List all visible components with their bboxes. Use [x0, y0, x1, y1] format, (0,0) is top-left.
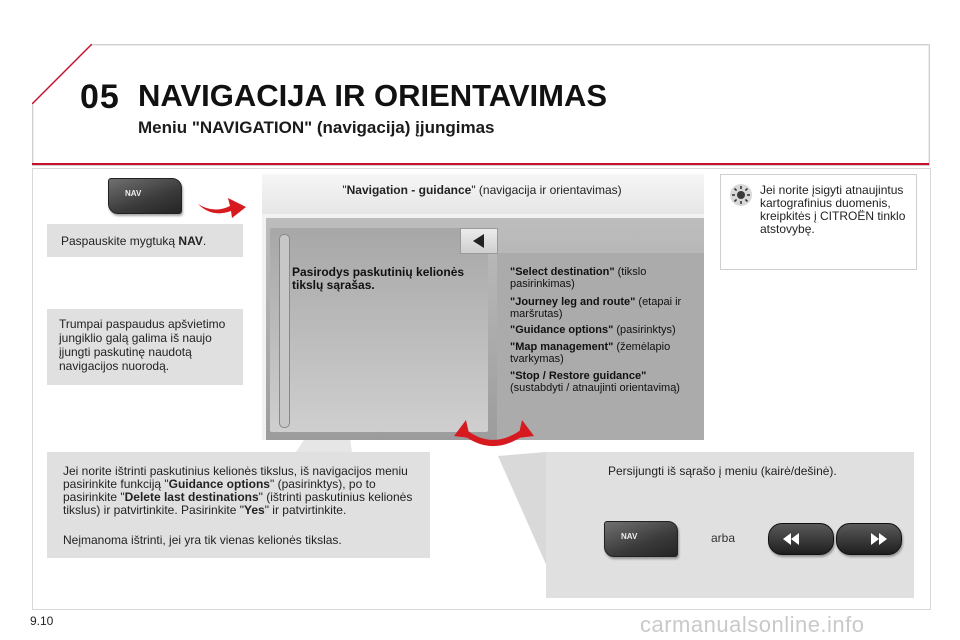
menu-item-journey-leg[interactable]: "Journey leg and route" (etapai ir maršrutas) — [510, 296, 682, 320]
watermark: carmanualsonline.info — [640, 612, 865, 637]
nav-key-label: NAV — [178, 234, 203, 248]
back-button[interactable] — [460, 228, 498, 254]
menu-item-select-destination[interactable]: "Select destination" (tikslo pasirinkimas) — [510, 266, 647, 290]
screen-caption-title: Navigation - guidance — [346, 183, 472, 197]
menu-item-map-management[interactable]: "Map management" (žemėlapio tvarkymas) — [510, 341, 671, 365]
note-text: Paspauskite mygtuką — [61, 234, 179, 248]
note-delete-destinations — [47, 452, 430, 558]
note-map-update-text: Jei norite įsigyti atnaujintus kartografinius duomenis, kreipkitės į CITROËN tinklo atstovybę. — [760, 183, 906, 236]
nav-button-icon-bottom: NAV — [604, 521, 678, 557]
page-title: NAVIGACIJA IR ORIENTAVIMAS — [138, 78, 608, 113]
note-map-update — [720, 174, 917, 270]
page-number: 9.10 — [30, 614, 54, 628]
list-scrollbar[interactable] — [279, 234, 290, 428]
menu-item-stop-restore[interactable]: "Stop / Restore guidance" (sustabdyti / atnaujinti orientavimą) — [510, 370, 680, 394]
screen-caption: "Navigation - guidance" (navigacija ir orientavimas) — [342, 183, 622, 197]
note-press-nav — [47, 224, 243, 257]
menu-item-guidance-options[interactable]: "Guidance options" (pasirinktys) — [510, 324, 676, 336]
or-label: arba — [711, 531, 736, 545]
page-subtitle: Meniu "NAVIGATION" (navigacija) įjungimas — [138, 118, 495, 137]
chapter-number: 05 — [80, 78, 120, 116]
destination-list-panel[interactable] — [270, 228, 488, 432]
rewind-icon — [769, 524, 833, 554]
nav-button-icon: NAV — [108, 178, 182, 214]
note-short-press — [47, 309, 243, 385]
fast-forward-button-icon — [836, 523, 902, 555]
triangle-left-icon — [473, 234, 485, 248]
note-delete-warning: Neįmanoma ištrinti, jei yra tik vienas kelionės tikslas. — [63, 533, 342, 547]
red-arrow-icon — [196, 190, 248, 220]
swap-arrows-icon — [452, 416, 536, 456]
note-switch-text: Persijungti iš sąrašo į meniu (kairė/dešinė). — [608, 464, 837, 478]
fast-forward-icon — [837, 524, 901, 554]
destination-list-heading: Pasirodys paskutinių kelionės tikslų sąrašas. — [292, 265, 465, 292]
note-delete-text: Jei norite ištrinti paskutinius kelionės tikslus, iš navigacijos meniu pasirinkite funkciją "Guidance options" (pasirinktys), po to pasirinkite "Delete last destinations" (ištrinti paskutinius kelionės tikslus) ir patvirtinkite. Pasirinkite "Yes" ir patvirtinkite. — [63, 464, 413, 517]
note-text-end: . — [202, 234, 207, 248]
sun-icon — [729, 183, 753, 207]
rewind-button-icon — [768, 523, 834, 555]
note-short-press-text: Trumpai paspaudus apšvietimo jungiklio galą galima iš naujo įjungti paskutinę naudotą navigacijos nuorodą. — [59, 317, 226, 373]
